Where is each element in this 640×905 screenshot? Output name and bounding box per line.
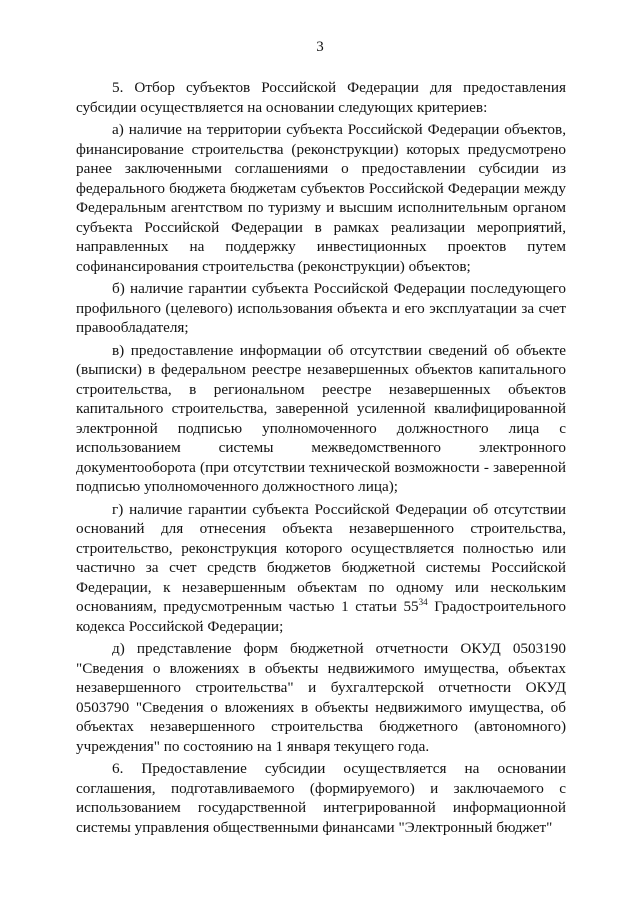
paragraph-clause-5-g-text-end: Градостроительного кодекса Российской Федерации;	[76, 598, 566, 635]
document-body	[76, 78, 566, 837]
paragraph-clause-5-a: а) наличие на территории субъекта Российской Федерации объектов, финансирование строительства (реконструкции) которых предусмотрено ранее заключенными соглашениями о предоставлении субсидии из федерального бюджета бюджетам субъектов Российской Федерации между Федеральным агентством по туризму и высшим исполнительным органом субъекта Российской Федерации в рамках реализации мероприятий, направленных на поддержку инвестиционных проектов путем софинансирования строительства (реконструкции) объектов;	[76, 121, 566, 275]
paragraph-clause-5-g	[76, 500, 566, 637]
paragraph-clause-5-v: в) предоставление информации об отсутствии сведений об объекте (выписки) в федеральном реестре незавершенных объектов капитального строительства, в региональном реестре незавершенных объектов капитального строительства, заверенной усиленной квалифицированной электронной подписью уполномоченного должностного лица с использованием системы межведомственного электронного документооборота (при отсутствии технической возможности - заверенной подписью уполномоченного должностного лица);	[76, 341, 566, 495]
paragraph-clause-6: 6. Предоставление субсидии осуществляется на основании соглашения, подготавливаемого (формируемого) и заключаемого с использованием государственной интегрированной информационной системы управления общественными финансами "Электронный бюджет"	[76, 760, 566, 836]
paragraph-clause-5-g-text: г) наличие гарантии субъекта Российской Федерации об отсутствии оснований для отнесения объекта незавершенного строительства, строительство, реконструкция которого осуществляется полностью или частично за счет средств бюджетов бюджетной системы Российской Федерации, к незавершенным объектам по одному или нескольким основаниям, предусмотренным частью 1 статьи 55	[76, 500, 566, 615]
paragraph-clause-5-b: б) наличие гарантии субъекта Российской Федерации последующего профильного (целевого) использования объекта и его эксплуатации за счет правообладателя;	[76, 280, 566, 336]
page-number: 3	[316, 39, 324, 55]
article-superscript: 34	[418, 597, 428, 607]
paragraph-clause-5-d: д) представление форм бюджетной отчетности ОКУД 0503190 "Сведения о вложениях в объекты недвижимого имущества, объектах незавершенного строительства" и бухгалтерской отчетности ОКУД 0503790 "Сведения о вложениях в объекты недвижимого имущества, об объектах незавершенного строительства бюджетного (автономного) учреждения" по состоянию на 1 января текущего года.	[76, 640, 566, 755]
paragraph-clause-5: 5. Отбор субъектов Российской Федерации для предоставления субсидии осуществляется на основании следующих критериев:	[76, 79, 566, 116]
